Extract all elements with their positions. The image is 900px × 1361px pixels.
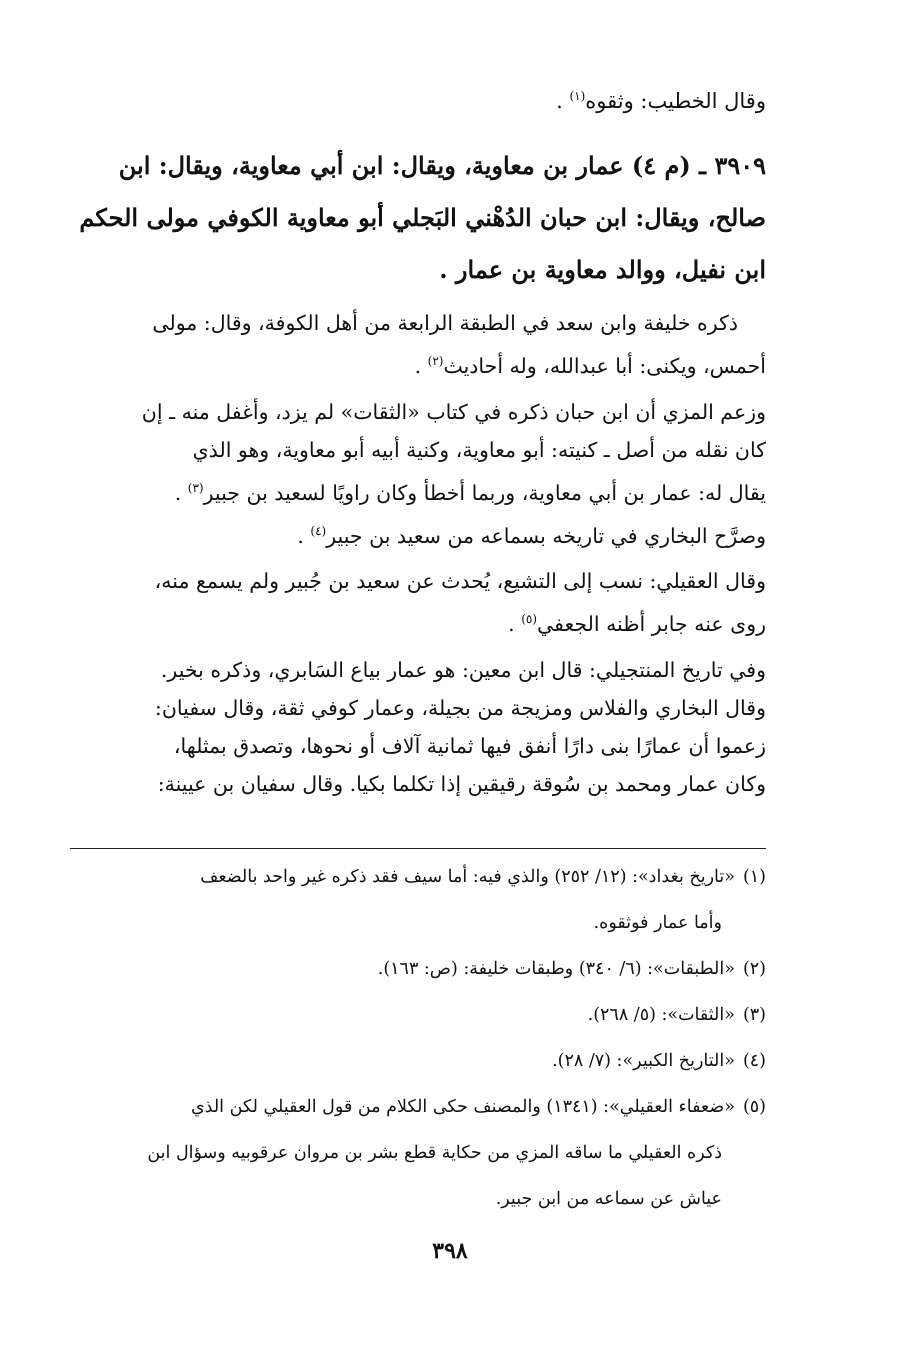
footnote-text: «التاريخ الكبير»: (٧/ ٢٨). [552,1051,735,1071]
paragraph-line: وصرَّح البخاري في تاريخه بسماعه من سعيد بن جبير$^{(٤)}$ . [297,523,766,548]
footnote-marker: (٤) [310,523,327,538]
page-number: ٣٩٨ [432,1238,468,1264]
paragraph-bukhari [70,512,766,555]
footnote-2 [70,946,766,992]
footnote-divider [70,848,766,849]
footnote-marker: (٣) [187,480,204,495]
footnote-marker: (١) [569,89,586,103]
footnote-text: «تاريخ بغداد»: (١٢/ ٢٥٢) والذي فيه: أما سيف فقد ذكره غير واحد بالضعف [200,867,735,887]
paragraph-line: زعموا أن عمارًا بنى دارًا أنفق فيها ثمانية آلاف أو نحوها، وتصدق بمثلها، [173,734,766,759]
paragraph-line: وقال البخاري والفلاس ومزيجة من بجيلة، وعمار كوفي ثقة، وقال سفيان: [154,696,766,721]
paragraph-line: وكان عمار ومحمد بن سُوقة رقيقين إذا تكلما بكيا. وقال سفيان بن عيينة: [157,772,766,797]
footnote-number: (٣) [742,1005,766,1025]
paragraph-muntajili [70,651,766,803]
intro-tail: . [556,89,570,113]
entry-heading-line: صالح، ويقال: ابن حبان الدُهْني البَجلي أبو معاوية الكوفي مولى الحكم [79,203,766,232]
footnote-1 [70,854,766,900]
paragraph-line: يقال له: عمار بن أبي معاوية، وربما أخطأ وكان راويًا لسعيد بن جبير$^{(٣)}$ . [174,480,766,505]
paragraph-line: روى عنه جابر أظنه الجعفي$^{(٥)}$ . [508,612,766,637]
footnote-4 [70,1038,766,1084]
intro-text: وقال الخطيب: وثقوه [585,89,766,113]
main-text [70,78,766,803]
footnotes [70,854,766,1222]
entry-heading-line: ٣٩٠٩ ـ (م ٤) عمار بن معاوية، ويقال: ابن أبي معاوية، ويقال: ابن [118,151,766,180]
paragraph-uqayli [70,562,766,643]
footnote-number: (١) [742,867,766,887]
paragraph-line: وفي تاريخ المنتجيلي: قال ابن معين: هو عمار بياع السَابري، وذكره بخير. [160,658,766,683]
footnote-1-continued: وأما عمار فوثقوه. [593,913,722,933]
footnote-5 [70,1084,766,1130]
paragraph-biography [70,304,766,385]
footnote-number: (٢) [742,959,766,979]
paragraph-line: ذكره خليفة وابن سعد في الطبقة الرابعة من أهل الكوفة، وقال: مولى [152,311,738,335]
footnote-5-continued: ذكره العقيلي ما ساقه المزي من حكاية قطع بشر بن مروان عرقوبيه وسؤال ابن [147,1143,722,1163]
paragraph-mizzi [70,393,766,512]
footnote-number: (٤) [742,1051,766,1071]
paragraph-line: وزعم المزي أن ابن حبان ذكره في كتاب «الثقات» لم يزد، وأغفل منه ـ إن [141,399,766,424]
paragraph-line: كان نقله من أصل ـ كنيته: أبو معاوية، وكنية أبيه أبو معاوية، وهو الذي [192,437,766,462]
footnote-number: (٥) [742,1097,766,1117]
footnote-marker: (٥) [521,612,538,627]
entry-heading [70,140,766,296]
footnote-text: «الطبقات»: (٦/ ٣٤٠) وطبقات خليفة: (ص: ١٦٣). [377,959,735,979]
paragraph-line: أحمس، ويكنى: أبا عبدالله، وله أحاديث$^{(٢)}$ . [414,353,766,378]
entry-heading-line: ابن نفيل، ووالد معاوية بن عمار . [439,255,766,284]
footnote-3 [70,992,766,1038]
footnote-5-continued: عياش عن سماعه من ابن جبير. [495,1189,722,1209]
footnote-marker: (٢) [427,354,444,368]
footnote-text: «ضعفاء العقيلي»: (١٣٤١) والمصنف حكى الكلام من قول العقيلي لكن الذي [190,1097,735,1117]
footnote-text: «الثقات»: (٥/ ٢٦٨). [587,1005,735,1025]
intro-line [70,78,766,130]
paragraph-line: وقال العقيلي: نسب إلى التشيع، يُحدث عن سعيد بن جُبير ولم يسمع منه، [154,569,766,594]
